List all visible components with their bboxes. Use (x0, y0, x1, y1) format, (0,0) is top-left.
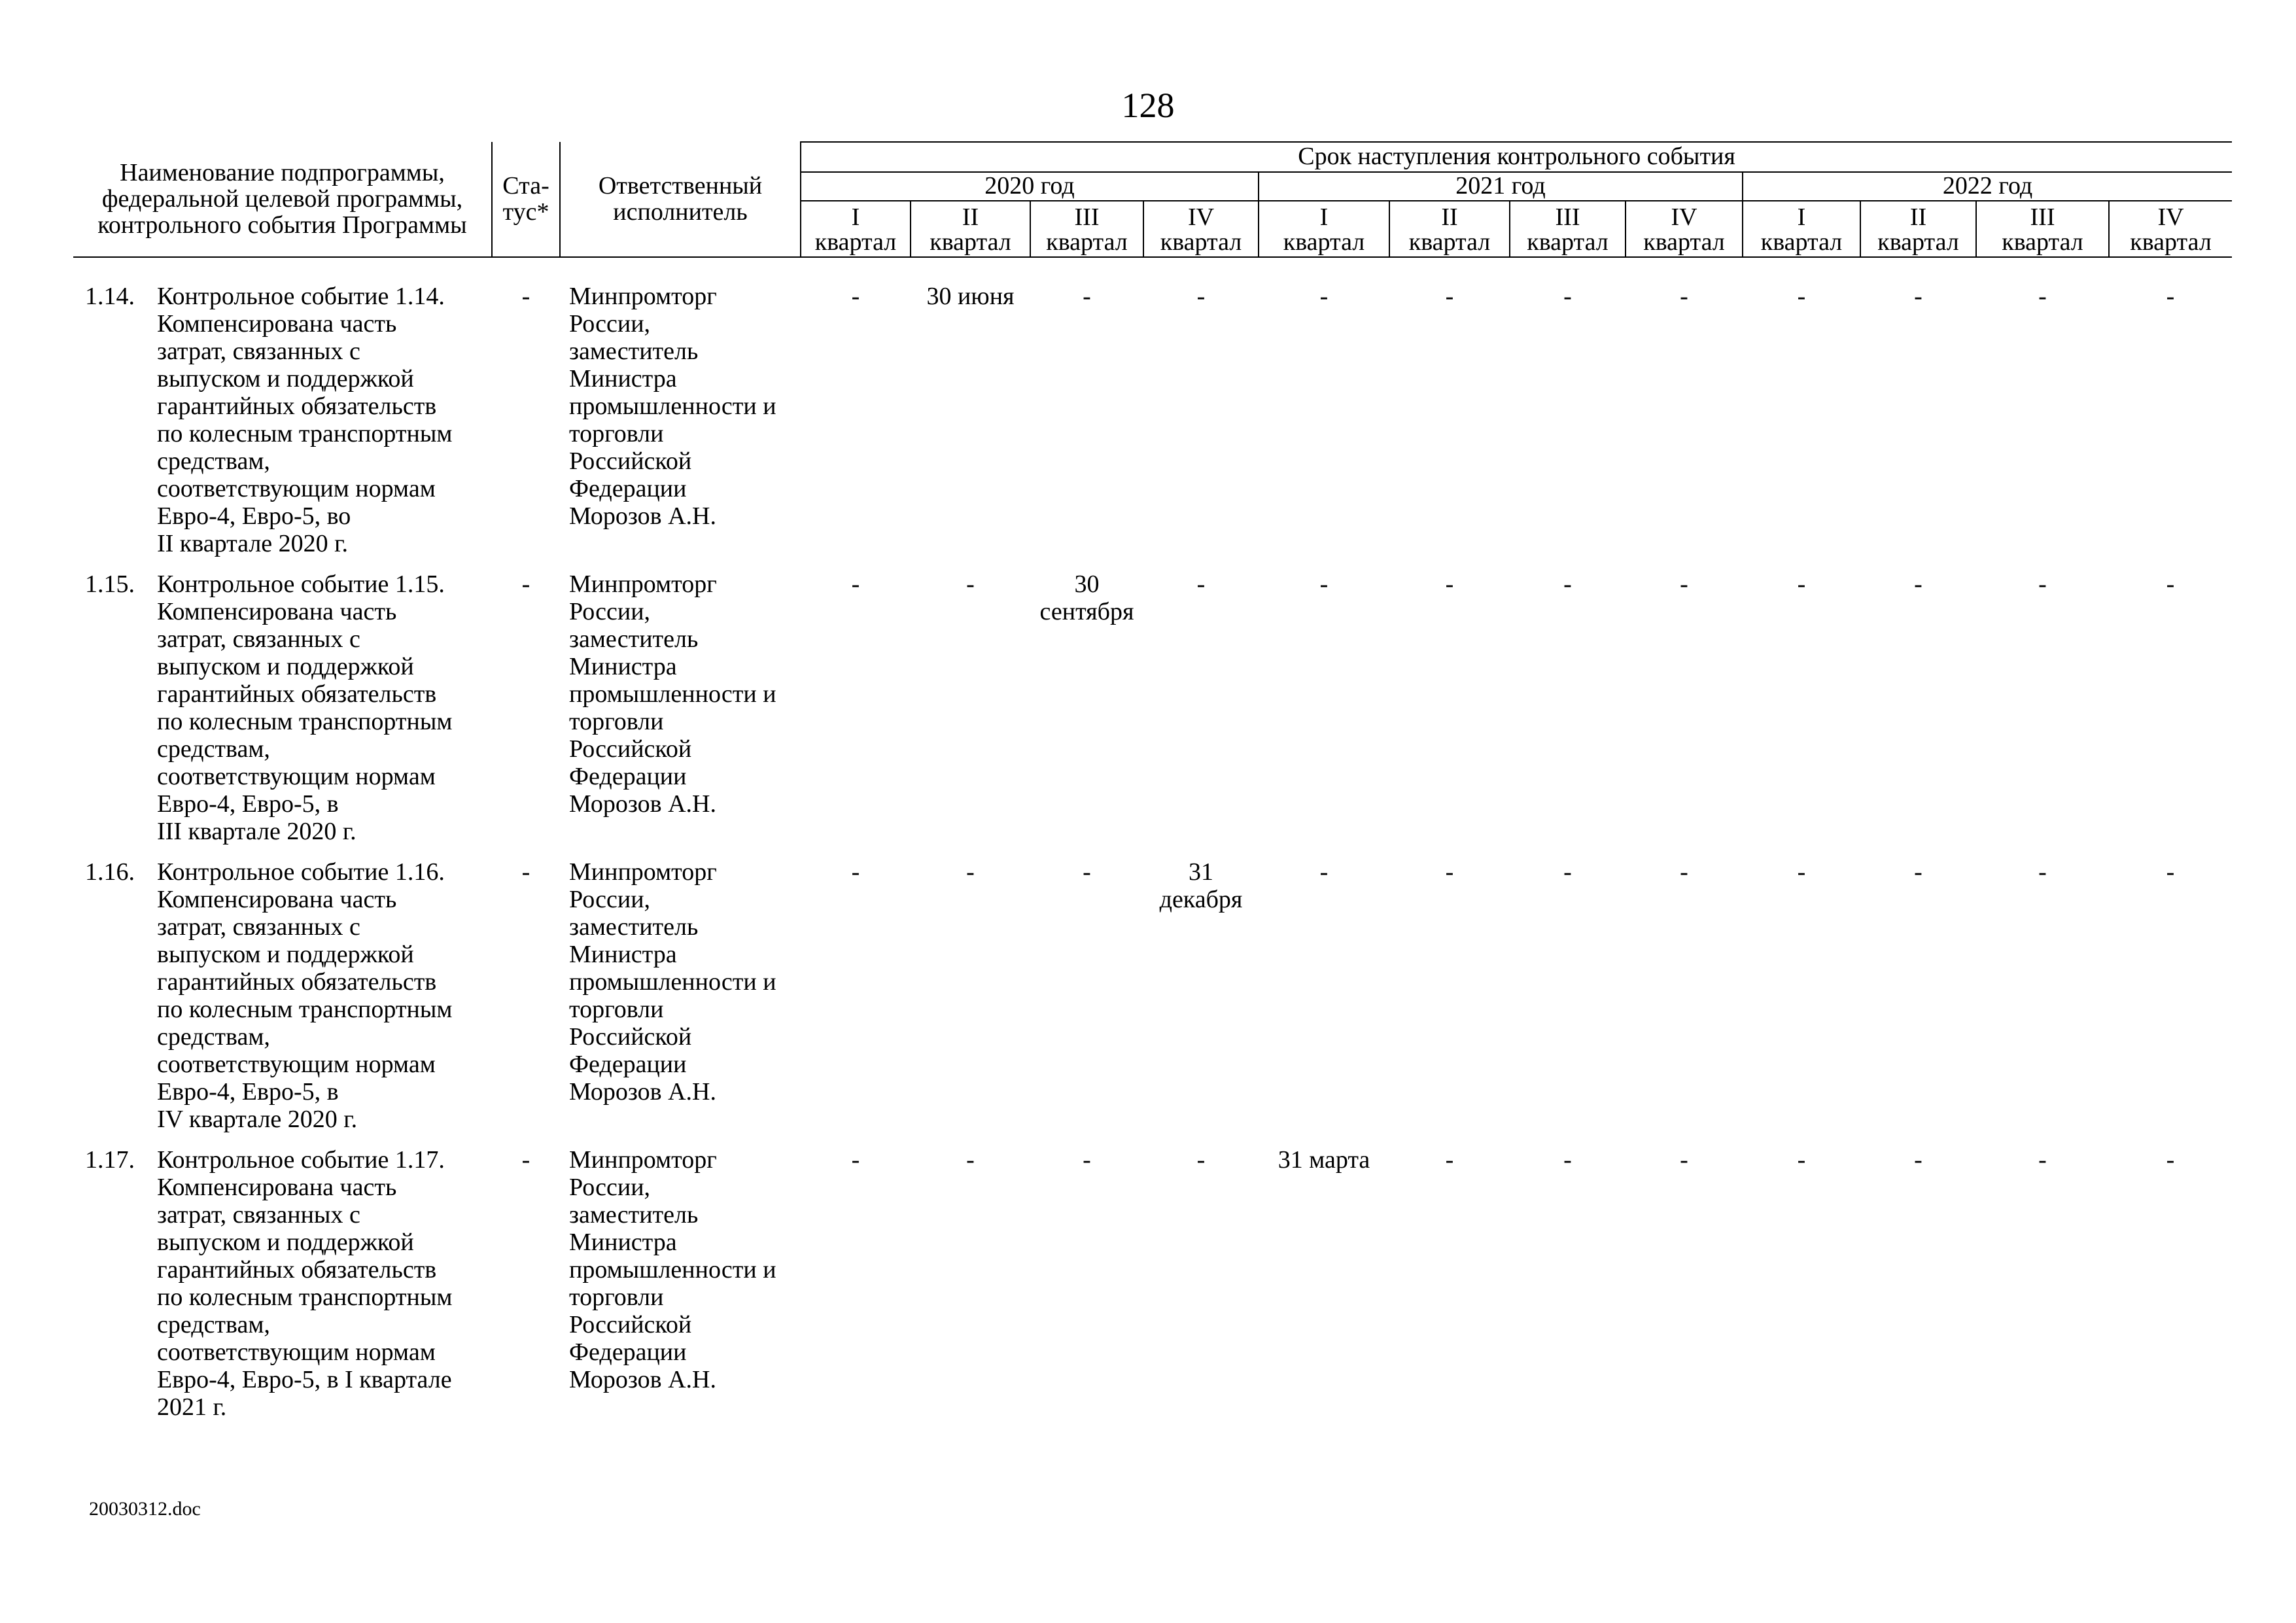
executor-line: торговли (569, 996, 664, 1023)
executor-line: промышленности и (569, 1256, 776, 1283)
deadline-value: - (2166, 858, 2175, 886)
event-line: соответствующим нормам (157, 1338, 436, 1366)
quarter-deadline-cell (1030, 283, 1143, 570)
header-name-column: Наименование подпрограммы, федеральной целевой программы, контрольного события Программы (73, 142, 492, 257)
deadline-value: - (1083, 858, 1091, 886)
quarter-deadline-cell (1976, 858, 2109, 1146)
header-quarter: IV квартал (1143, 201, 1259, 257)
executor-line: Федерации (569, 1338, 687, 1366)
deadline-value: - (1563, 283, 1572, 310)
quarter-deadline-cell (1743, 858, 1860, 1146)
deadline-value: - (1563, 570, 1572, 598)
executor-line: Морозов А.Н. (569, 502, 716, 530)
quarter-deadline-cell (1510, 570, 1626, 858)
header-year-2020: 2020 год (801, 172, 1259, 201)
event-line: Контрольное событие 1.17. (157, 1146, 445, 1174)
executor-line: промышленности и (569, 968, 776, 996)
quarter-deadline-cell (1976, 283, 2109, 570)
header-quarter: III квартал (1030, 201, 1143, 257)
event-executor (560, 570, 801, 858)
event-line: Контрольное событие 1.16. (157, 858, 445, 886)
quarter-deadline-cell (1143, 570, 1259, 858)
deadline-value: - (851, 1146, 860, 1174)
event-status: - (521, 858, 531, 886)
executor-line: торговли (569, 420, 664, 447)
event-line: затрат, связанных с (157, 913, 360, 941)
deadline-value: 30 (1074, 570, 1100, 598)
event-line: Евро-4, Евро-5, в (157, 790, 339, 818)
quarter-deadline-cell (911, 570, 1030, 858)
deadline-value: - (1797, 858, 1806, 886)
quarter-deadline-cell (1626, 1146, 1743, 1434)
quarter-deadline-cell (1860, 570, 1976, 858)
executor-line: Министра (569, 365, 677, 393)
quarter-deadline-cell (2109, 858, 2232, 1146)
quarter-deadline-cell (1860, 858, 1976, 1146)
quarter-deadline-cell (1626, 858, 1743, 1146)
executor-line: заместитель (569, 1201, 699, 1229)
header-quarter: I квартал (1743, 201, 1860, 257)
executor-line: Российской (569, 1311, 692, 1338)
quarter-deadline-cell (801, 1146, 911, 1434)
deadline-value: - (1319, 570, 1329, 598)
deadline-value: - (2166, 283, 2175, 310)
deadline-value: - (1563, 1146, 1572, 1174)
deadline-value: - (1914, 858, 1922, 886)
quarter-deadline-cell (1030, 1146, 1143, 1434)
executor-line: Министра (569, 941, 677, 968)
table-row (73, 283, 2232, 570)
quarter-deadline-cell (1389, 1146, 1510, 1434)
table-header (73, 141, 2232, 257)
event-line: соответствующим нормам (157, 475, 436, 502)
quarter-deadline-cell (1743, 570, 1860, 858)
quarter-deadline-cell (1510, 858, 1626, 1146)
deadline-value: - (851, 858, 860, 886)
deadline-value: - (1797, 570, 1806, 598)
event-line: средствам, (157, 1023, 270, 1051)
event-line: по колесным транспортным (157, 1283, 453, 1311)
deadline-value: - (966, 1146, 975, 1174)
event-description (157, 858, 492, 1146)
quarter-deadline-cell (2109, 570, 2232, 858)
header-quarter: II квартал (1389, 201, 1510, 257)
header-executor-column: Ответственный исполнитель (560, 142, 801, 257)
executor-line: Министра (569, 1229, 677, 1256)
event-line: Компенсирована часть (157, 598, 397, 625)
event-description (157, 570, 492, 858)
deadline-value: - (1797, 1146, 1806, 1174)
event-line: затрат, связанных с (157, 338, 360, 365)
deadline-value: - (966, 858, 975, 886)
deadline-value: - (1083, 283, 1091, 310)
event-line: затрат, связанных с (157, 625, 360, 653)
quarter-deadline-cell (1743, 283, 1860, 570)
header-year-2021: 2021 год (1259, 172, 1743, 201)
quarter-deadline-cell (1626, 570, 1743, 858)
event-line: выпуском и поддержкой (157, 365, 414, 393)
quarter-deadline-cell (1860, 1146, 1976, 1434)
deadline-value: - (1196, 570, 1206, 598)
deadline-value: 31 (1189, 858, 1213, 886)
table-row (73, 570, 2232, 858)
executor-line: Министра (569, 653, 677, 680)
header-quarter: III квартал (1976, 201, 2109, 257)
quarter-deadline-cell (1143, 1146, 1259, 1434)
quarter-deadline-cell (1259, 858, 1389, 1146)
event-number: 1.15. (85, 570, 135, 598)
deadline-value: - (1445, 570, 1454, 598)
quarter-deadline-cell (1259, 1146, 1389, 1434)
event-line: Компенсирована часть (157, 1174, 397, 1201)
executor-line: России, (569, 310, 651, 338)
deadline-value: - (1914, 1146, 1922, 1174)
quarter-deadline-cell (801, 858, 911, 1146)
event-number: 1.14. (85, 283, 135, 310)
event-line: Контрольное событие 1.15. (157, 570, 445, 598)
deadline-value: декабря (1159, 886, 1243, 913)
header-quarter: I квартал (801, 201, 911, 257)
event-line: выпуском и поддержкой (157, 653, 414, 680)
header-deadline-title: Срок наступления контрольного события (801, 142, 2232, 172)
executor-line: Федерации (569, 475, 687, 502)
quarter-deadline-cell (1743, 1146, 1860, 1434)
quarter-deadline-cell (2109, 1146, 2232, 1434)
quarter-deadline-cell (1143, 858, 1259, 1146)
event-line: IV квартале 2020 г. (157, 1106, 358, 1133)
table-row (73, 858, 2232, 1146)
executor-line: торговли (569, 1283, 664, 1311)
header-year-2022: 2022 год (1743, 172, 2232, 201)
quarter-deadline-cell (1030, 570, 1143, 858)
event-executor (560, 858, 801, 1146)
document-id: 20030312.doc (89, 1498, 201, 1520)
executor-line: Российской (569, 447, 692, 475)
event-line: средствам, (157, 735, 270, 763)
event-number: 1.16. (85, 858, 135, 886)
executor-line: Российской (569, 1023, 692, 1051)
deadline-value: - (2038, 283, 2047, 310)
header-quarter: I квартал (1259, 201, 1389, 257)
quarter-deadline-cell (801, 283, 911, 570)
quarter-deadline-cell (1510, 283, 1626, 570)
quarter-deadline-cell (911, 283, 1030, 570)
deadline-value: - (1445, 858, 1454, 886)
deadline-value: - (1083, 1146, 1091, 1174)
deadline-value: - (1196, 283, 1206, 310)
event-line: затрат, связанных с (157, 1201, 360, 1229)
event-line: III квартале 2020 г. (157, 818, 357, 845)
quarter-deadline-cell (1259, 283, 1389, 570)
deadline-value: - (2038, 858, 2047, 886)
deadline-value: - (1563, 858, 1572, 886)
executor-line: Федерации (569, 763, 687, 790)
executor-line: заместитель (569, 338, 699, 365)
event-line: по колесным транспортным (157, 420, 453, 447)
deadline-value: 30 июня (926, 283, 1015, 310)
event-line: средствам, (157, 1311, 270, 1338)
event-description (157, 283, 492, 570)
event-line: Евро-4, Евро-5, в (157, 1078, 339, 1106)
event-line: соответствующим нормам (157, 1051, 436, 1078)
header-quarter: IV квартал (1626, 201, 1743, 257)
event-line: гарантийных обязательств (157, 968, 437, 996)
header-bottom-rule (73, 256, 2232, 258)
event-line: II квартале 2020 г. (157, 530, 348, 557)
page-number: 128 (1121, 86, 1175, 125)
event-line: гарантийных обязательств (157, 1256, 437, 1283)
header-quarter: IV квартал (2109, 201, 2232, 257)
executor-line: Минпромторг (569, 570, 717, 598)
executor-line: Морозов А.Н. (569, 1366, 716, 1393)
executor-line: Федерации (569, 1051, 687, 1078)
event-line: Евро-4, Евро-5, в I квартале (157, 1366, 452, 1393)
deadline-value: - (1914, 570, 1922, 598)
header-status-column: Ста- тус* (492, 142, 560, 257)
quarter-deadline-cell (1510, 1146, 1626, 1434)
event-line: выпуском и поддержкой (157, 1229, 414, 1256)
quarter-deadline-cell (1389, 570, 1510, 858)
quarter-deadline-cell (1860, 283, 1976, 570)
deadline-value: - (2038, 570, 2047, 598)
quarter-deadline-cell (1259, 570, 1389, 858)
event-line: 2021 г. (157, 1393, 227, 1421)
executor-line: заместитель (569, 625, 699, 653)
executor-line: России, (569, 1174, 651, 1201)
header-quarter: II квартал (1860, 201, 1976, 257)
deadline-value: - (1319, 858, 1329, 886)
deadline-value: - (1680, 1146, 1688, 1174)
event-description (157, 1146, 492, 1434)
event-line: Евро-4, Евро-5, во (157, 502, 351, 530)
quarter-deadline-cell (911, 1146, 1030, 1434)
quarter-deadline-cell (2109, 283, 2232, 570)
deadline-value: - (851, 283, 860, 310)
quarter-deadline-cell (801, 570, 911, 858)
event-line: по колесным транспортным (157, 996, 453, 1023)
quarter-deadline-cell (1389, 858, 1510, 1146)
deadline-value: - (2166, 1146, 2175, 1174)
quarter-deadline-cell (1626, 283, 1743, 570)
executor-line: Минпромторг (569, 1146, 717, 1174)
executor-line: промышленности и (569, 393, 776, 420)
event-status: - (521, 1146, 531, 1174)
deadline-value: - (1680, 570, 1688, 598)
deadline-value: - (1914, 283, 1922, 310)
event-line: соответствующим нормам (157, 763, 436, 790)
event-executor (560, 283, 801, 570)
deadline-value: - (1680, 283, 1688, 310)
deadline-value: - (1680, 858, 1688, 886)
header-left-underline (80, 256, 109, 258)
executor-line: России, (569, 598, 651, 625)
event-line: Компенсирована часть (157, 886, 397, 913)
quarter-deadline-cell (911, 858, 1030, 1146)
event-line: по колесным транспортным (157, 708, 453, 735)
event-line: гарантийных обязательств (157, 393, 437, 420)
events-table (73, 283, 2232, 1434)
deadline-value: - (2166, 570, 2175, 598)
executor-line: России, (569, 886, 651, 913)
event-number: 1.17. (85, 1146, 135, 1174)
executor-line: Морозов А.Н. (569, 1078, 716, 1106)
executor-line: Минпромторг (569, 858, 717, 886)
quarter-deadline-cell (1030, 858, 1143, 1146)
deadline-value: - (966, 570, 975, 598)
executor-line: Морозов А.Н. (569, 790, 716, 818)
executor-line: заместитель (569, 913, 699, 941)
event-line: гарантийных обязательств (157, 680, 437, 708)
deadline-value: 31 марта (1278, 1146, 1370, 1174)
executor-line: Минпромторг (569, 283, 717, 310)
event-line: средствам, (157, 447, 270, 475)
event-executor (560, 1146, 801, 1434)
executor-line: торговли (569, 708, 664, 735)
quarter-deadline-cell (1143, 283, 1259, 570)
quarter-deadline-cell (1976, 1146, 2109, 1434)
deadline-value: - (1445, 283, 1454, 310)
deadline-value: - (1445, 1146, 1454, 1174)
quarter-deadline-cell (1389, 283, 1510, 570)
header-quarter: III квартал (1510, 201, 1626, 257)
table-row (73, 1146, 2232, 1434)
deadline-value: - (2038, 1146, 2047, 1174)
header-quarter: II квартал (911, 201, 1030, 257)
deadline-value: сентября (1039, 598, 1134, 625)
quarter-deadline-cell (1976, 570, 2109, 858)
event-line: выпуском и поддержкой (157, 941, 414, 968)
event-line: Контрольное событие 1.14. (157, 283, 445, 310)
event-status: - (521, 283, 531, 310)
executor-line: промышленности и (569, 680, 776, 708)
deadline-value: - (1196, 1146, 1206, 1174)
deadline-value: - (1797, 283, 1806, 310)
event-status: - (521, 570, 531, 598)
executor-line: Российской (569, 735, 692, 763)
event-line: Компенсирована часть (157, 310, 397, 338)
deadline-value: - (851, 570, 860, 598)
deadline-value: - (1319, 283, 1329, 310)
